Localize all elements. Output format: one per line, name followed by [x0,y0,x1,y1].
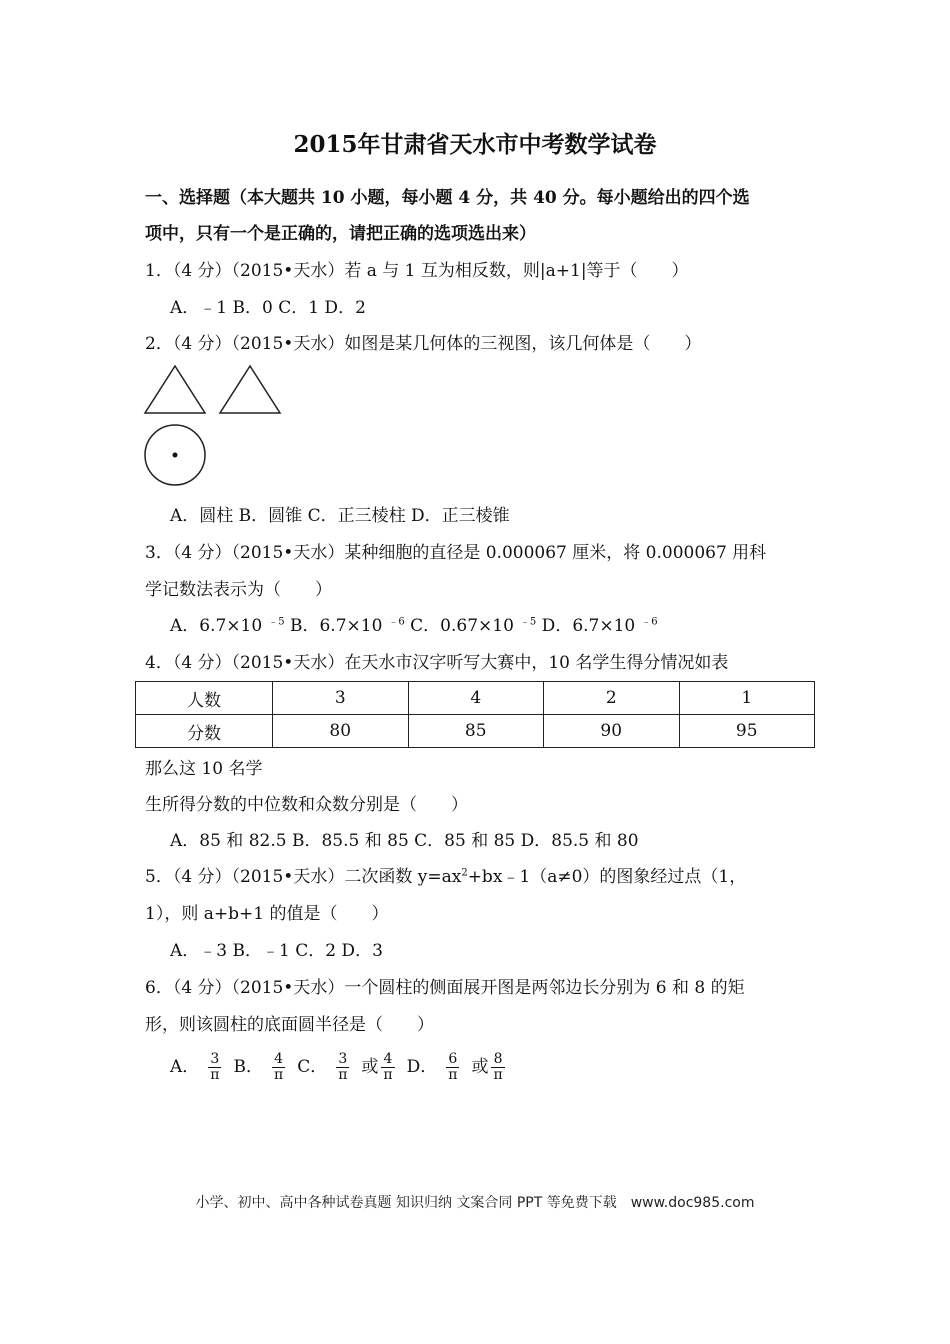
section-heading-line2: 项中，只有一个是正确的，请把正确的选项选出来） [145,224,536,244]
question-6-stem-line2: 形，则该圆柱的底面圆半径是（ ） [145,1015,434,1035]
question-2-stem: 2．（4 分）（2015•天水）如图是某几何体的三视图，该几何体是（ ） [145,334,702,354]
option-a-label: A． [170,1057,200,1077]
option-c-text: C．0.67×10 [404,616,514,636]
denominator: π [210,1067,220,1083]
question-5-stem-line1 [145,862,746,887]
fraction-4-over-pi [381,1052,400,1083]
square-exponent: 2 [461,867,468,879]
option-a-exponent: ﹣5 [268,616,285,628]
question-2-options: A．圆柱 B．圆锥 C．正三棱柱 D．正三棱锥 [170,506,510,526]
fraction-3-over-pi [208,1052,227,1083]
table-cell: 分数 [136,715,273,748]
numerator: 8 [491,1052,504,1068]
question-4-options: A．85 和 82.5 B．85.5 和 85 C．85 和 85 D．85.5 和 80 [170,831,639,851]
fraction-8-over-pi [491,1052,510,1083]
option-d-label: D． [406,1057,438,1077]
question-3-stem-line2: 学记数法表示为（ ） [145,580,332,600]
side-view-triangle [220,366,280,413]
question-5-options: A．﹣3 B．﹣1 C．2 D．3 [170,941,383,961]
question-5-stem-line2: 1），则 a+b+1 的值是（ ） [145,904,389,924]
or-text: 或 [361,1057,379,1077]
or-text: 或 [471,1057,489,1077]
option-d-exponent: ﹣6 [641,616,658,628]
front-view-triangle [145,366,205,413]
question-4-after-line2: 生所得分数的中位数和众数分别是（ ） [145,795,468,815]
question-1-stem: 1．（4 分）（2015•天水）若 a 与 1 互为相反数，则|a+1|等于（ ） [145,261,689,281]
question-6-options [170,1047,517,1087]
fraction-4-over-pi [272,1052,291,1083]
numerator: 4 [381,1052,394,1068]
question-4-after-line1: 那么这 10 名学 [145,759,263,779]
option-b-text: B．6.7×10 [284,616,383,636]
fraction-3-over-pi [336,1052,355,1083]
table-cell: 4 [408,682,544,715]
table-cell: 1 [679,682,815,715]
option-d-text: D．6.7×10 [536,616,636,636]
fraction-6-over-pi [446,1052,465,1083]
section-heading-line1: 一、选择题（本大题共 10 小题，每小题 4 分，共 40 分。每小题给出的四个选 [145,188,750,208]
table-row [136,715,815,748]
stem-part-a: 5．（4 分）（2015•天水）二次函数 y=ax [145,867,462,887]
page-title: 2015年甘肃省天水市中考数学试卷 [293,131,657,158]
numerator: 6 [446,1052,459,1068]
table-cell: 95 [679,715,815,748]
question-6-stem-line1: 6．（4 分）（2015•天水）一个圆柱的侧面展开图是两邻边长分别为 6 和 8 的矩 [145,978,745,998]
table-cell: 90 [544,715,680,748]
top-view-center-dot [173,453,178,458]
table-cell: 80 [273,715,409,748]
table-cell: 2 [544,682,680,715]
stem-part-b: +bx﹣1（a≠0）的图象经过点（1， [467,867,747,887]
three-view-figure [140,362,290,492]
option-b-label: B． [233,1057,263,1077]
question-3-options [170,611,658,636]
option-b-exponent: ﹣6 [388,616,405,628]
option-a-text: A．6.7×10 [170,616,263,636]
denominator: π [448,1067,458,1083]
denominator: π [273,1067,284,1083]
numerator: 3 [208,1052,221,1068]
numerator: 3 [336,1052,349,1068]
table-cell: 3 [273,682,409,715]
table-row [136,682,815,715]
option-c-exponent: ﹣5 [519,616,537,628]
footer-text: 小学、初中、高中各种试卷真题 知识归纳 文案合同 PPT 等免费下载 www.doc985.com [195,1195,755,1211]
denominator: π [493,1067,503,1083]
numerator: 4 [272,1052,285,1068]
question-3-stem-line1: 3．（4 分）（2015•天水）某种细胞的直径是 0.000067 厘米，将 0.000067 用科 [145,543,767,563]
table-cell: 85 [408,715,544,748]
option-c-label: C． [297,1057,328,1077]
denominator: π [383,1067,393,1083]
table-cell: 人数 [136,682,273,715]
question-4-stem: 4．（4 分）（2015•天水）在天水市汉字听写大赛中，10 名学生得分情况如表 [145,653,729,673]
denominator: π [338,1067,348,1083]
score-table [135,681,815,748]
question-1-options: A．﹣1 B．0 C．1 D．2 [170,298,366,318]
